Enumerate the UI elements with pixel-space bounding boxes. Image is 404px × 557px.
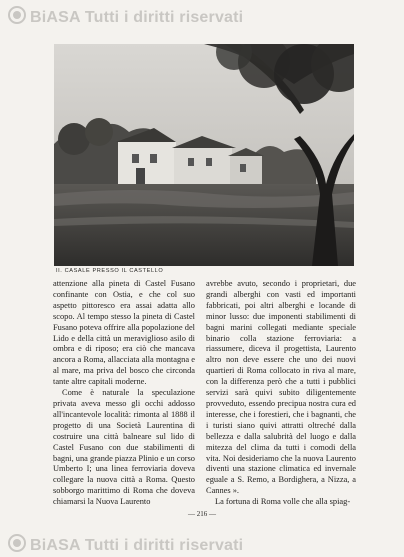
- watermark-logo-icon: [8, 534, 26, 552]
- paragraph: Come è naturale la speculazione privata aveva messo gli occhi addosso all'incantevole località: rimonta al 1888 il progetto di una Società Laurentina di costruire una città balneare sul lido di Castel Fusano con due stabilimenti di bagni, una grande piazza Plinio e un corso Umberto I; una linea ferroviaria doveva collegare la nuova città a Roma. Questo sobborgo marittimo di Roma che doveva chiamarsi la Nuova Laurento: [53, 388, 195, 507]
- watermark-bottom: [8, 534, 243, 555]
- text-column-right: [206, 279, 356, 508]
- watermark-text: BiASA Tutti i diritti riservati: [30, 537, 244, 554]
- paragraph: attenzione alla pineta di Castel Fusano confinante con Ostia, e che col suo aspetto pittoresco era assai adatta allo scopo. Al tempo stesso la pineta di Castel Fusano poteva offrire alla popolazione del Lido e della città un meraviglioso asilo di ombra e di riposo; era ciò che mancava ancora a Roma, allacciata alla montagna e al mare, ma priva del bosco che circonda tante altre capitali moderne.: [53, 279, 195, 387]
- page-number: — 216 —: [188, 510, 216, 518]
- figure-caption: II. CASALE PRESSO IL CASTELLO: [56, 268, 164, 274]
- paragraph: avrebbe avuto, secondo i proprietari, due grandi alberghi con vasti ed importanti fabbricati, poi altri alberghi e locande di minor lusso: due imponenti stabilimenti di bagni marini collegati mediante speciale binario colla stazione ferroviaria: a riassumere, diceva il progettista, Laurento altro non deve essere che uno dei nuovi quartieri di Roma collocato in riva al mare, con la differenza però che a tutti i pubblici servizi sarà quivi subito diligentemente provveduto, essendo precipua nostra cura ed interesse, che i forestieri, che i bagnanti, che i turisti siano quivi attratti oltreché dalla bellezza e dalla salubrità del luogo e dalla mitezza del clima da tutti i comodi della vita. Noi desideriamo che la nuova Laurento diventi una stazione climatica ed invernale eguale a S. Remo, a Bordighera, a Nizza, a Cannes ».: [206, 279, 356, 496]
- figure-photo: [54, 44, 354, 266]
- watermark-text: BiASA Tutti i diritti riservati: [30, 9, 244, 26]
- watermark-top: [8, 6, 243, 27]
- paragraph: La fortuna di Roma volle che alla spiag-: [215, 497, 351, 507]
- text-column-left: [53, 279, 195, 508]
- watermark-logo-icon: [8, 6, 26, 24]
